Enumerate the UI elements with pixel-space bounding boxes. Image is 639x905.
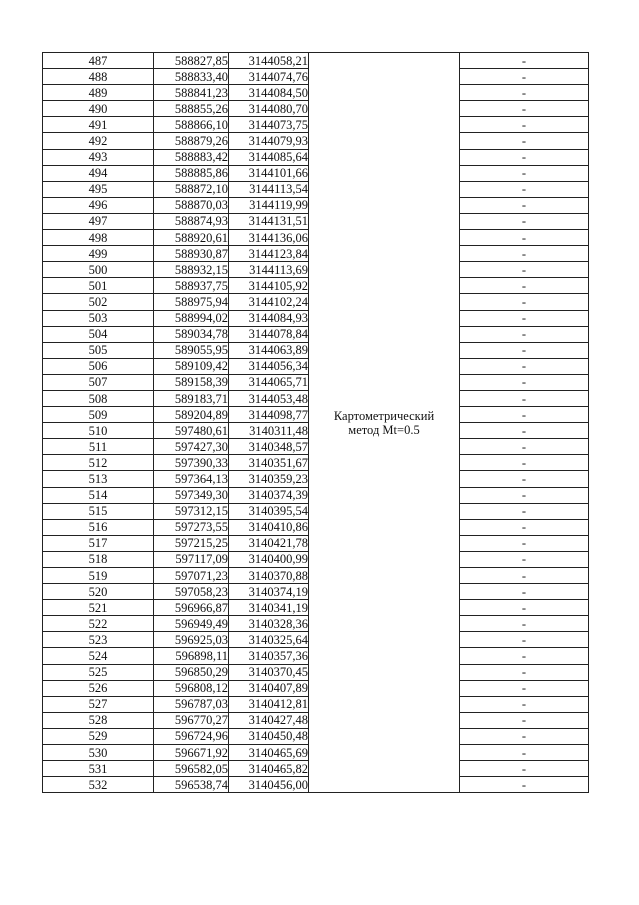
x-coordinate-cell: 589204,89: [154, 407, 229, 423]
y-coordinate-cell: 3144053,48: [229, 390, 309, 406]
point-number-cell: 496: [43, 197, 154, 213]
point-number-cell: 510: [43, 423, 154, 439]
y-coordinate-cell: 3144113,69: [229, 262, 309, 278]
y-coordinate-cell: 3144065,71: [229, 374, 309, 390]
x-coordinate-cell: 597349,30: [154, 487, 229, 503]
note-cell: -: [460, 423, 589, 439]
x-coordinate-cell: 588932,15: [154, 262, 229, 278]
y-coordinate-cell: 3144098,77: [229, 407, 309, 423]
x-coordinate-cell: 596949,49: [154, 616, 229, 632]
x-coordinate-cell: 588841,23: [154, 85, 229, 101]
table-row: [43, 53, 589, 69]
x-coordinate-cell: 588930,87: [154, 246, 229, 262]
note-cell: -: [460, 358, 589, 374]
x-coordinate-cell: 588870,03: [154, 197, 229, 213]
note-cell: -: [460, 616, 589, 632]
y-coordinate-cell: 3140374,39: [229, 487, 309, 503]
point-number-cell: 532: [43, 777, 154, 793]
y-coordinate-cell: 3144102,24: [229, 294, 309, 310]
note-cell: -: [460, 696, 589, 712]
note-cell: -: [460, 294, 589, 310]
method-text-line: Картометрический: [333, 408, 435, 423]
x-coordinate-cell: 596925,03: [154, 632, 229, 648]
y-coordinate-cell: 3140407,89: [229, 680, 309, 696]
y-coordinate-cell: 3140351,67: [229, 455, 309, 471]
point-number-cell: 526: [43, 680, 154, 696]
note-cell: -: [460, 407, 589, 423]
note-cell: -: [460, 680, 589, 696]
y-coordinate-cell: 3144105,92: [229, 278, 309, 294]
x-coordinate-cell: 588874,93: [154, 213, 229, 229]
y-coordinate-cell: 3144063,89: [229, 342, 309, 358]
y-coordinate-cell: 3140328,36: [229, 616, 309, 632]
x-coordinate-cell: 596770,27: [154, 712, 229, 728]
point-number-cell: 495: [43, 181, 154, 197]
note-cell: -: [460, 149, 589, 165]
note-cell: -: [460, 664, 589, 680]
x-coordinate-cell: 596724,96: [154, 728, 229, 744]
note-cell: -: [460, 777, 589, 793]
point-number-cell: 500: [43, 262, 154, 278]
point-number-cell: 514: [43, 487, 154, 503]
x-coordinate-cell: 597312,15: [154, 503, 229, 519]
x-coordinate-cell: 588883,42: [154, 149, 229, 165]
x-coordinate-cell: 588920,61: [154, 230, 229, 246]
point-number-cell: 529: [43, 728, 154, 744]
x-coordinate-cell: 596671,92: [154, 745, 229, 761]
note-cell: -: [460, 487, 589, 503]
note-cell: -: [460, 519, 589, 535]
x-coordinate-cell: 588833,40: [154, 69, 229, 85]
y-coordinate-cell: 3144119,99: [229, 197, 309, 213]
x-coordinate-cell: 596538,74: [154, 777, 229, 793]
y-coordinate-cell: 3140421,78: [229, 535, 309, 551]
x-coordinate-cell: 588994,02: [154, 310, 229, 326]
point-number-cell: 489: [43, 85, 154, 101]
x-coordinate-cell: 597058,23: [154, 584, 229, 600]
y-coordinate-cell: 3140412,81: [229, 696, 309, 712]
note-cell: -: [460, 101, 589, 117]
y-coordinate-cell: 3144113,54: [229, 181, 309, 197]
note-cell: -: [460, 568, 589, 584]
point-number-cell: 498: [43, 230, 154, 246]
y-coordinate-cell: 3144136,06: [229, 230, 309, 246]
point-number-cell: 504: [43, 326, 154, 342]
point-number-cell: 491: [43, 117, 154, 133]
note-cell: -: [460, 165, 589, 181]
note-cell: -: [460, 197, 589, 213]
y-coordinate-cell: 3144123,84: [229, 246, 309, 262]
x-coordinate-cell: 597215,25: [154, 535, 229, 551]
note-cell: -: [460, 455, 589, 471]
point-number-cell: 501: [43, 278, 154, 294]
note-cell: -: [460, 584, 589, 600]
note-cell: -: [460, 648, 589, 664]
note-cell: -: [460, 374, 589, 390]
point-number-cell: 492: [43, 133, 154, 149]
x-coordinate-cell: 589158,39: [154, 374, 229, 390]
point-number-cell: 509: [43, 407, 154, 423]
y-coordinate-cell: 3140456,00: [229, 777, 309, 793]
y-coordinate-cell: 3140359,23: [229, 471, 309, 487]
point-number-cell: 507: [43, 374, 154, 390]
y-coordinate-cell: 3144084,93: [229, 310, 309, 326]
note-cell: -: [460, 117, 589, 133]
point-number-cell: 525: [43, 664, 154, 680]
x-coordinate-cell: 596582,05: [154, 761, 229, 777]
point-number-cell: 524: [43, 648, 154, 664]
x-coordinate-cell: 597273,55: [154, 519, 229, 535]
x-coordinate-cell: 589183,71: [154, 390, 229, 406]
point-number-cell: 508: [43, 390, 154, 406]
x-coordinate-cell: 597390,33: [154, 455, 229, 471]
point-number-cell: 522: [43, 616, 154, 632]
y-coordinate-cell: 3144101,66: [229, 165, 309, 181]
point-number-cell: 519: [43, 568, 154, 584]
y-coordinate-cell: 3140465,69: [229, 745, 309, 761]
y-coordinate-cell: 3144073,75: [229, 117, 309, 133]
point-number-cell: 503: [43, 310, 154, 326]
note-cell: -: [460, 213, 589, 229]
y-coordinate-cell: 3144131,51: [229, 213, 309, 229]
note-cell: -: [460, 471, 589, 487]
y-coordinate-cell: 3144078,84: [229, 326, 309, 342]
x-coordinate-cell: 588937,75: [154, 278, 229, 294]
note-cell: -: [460, 503, 589, 519]
x-coordinate-cell: 596850,29: [154, 664, 229, 680]
note-cell: -: [460, 310, 589, 326]
x-coordinate-cell: 588885,86: [154, 165, 229, 181]
y-coordinate-cell: 3144084,50: [229, 85, 309, 101]
y-coordinate-cell: 3144058,21: [229, 53, 309, 69]
point-number-cell: 530: [43, 745, 154, 761]
point-number-cell: 490: [43, 101, 154, 117]
point-number-cell: 511: [43, 439, 154, 455]
y-coordinate-cell: 3144080,70: [229, 101, 309, 117]
x-coordinate-cell: 588879,26: [154, 133, 229, 149]
y-coordinate-cell: 3144074,76: [229, 69, 309, 85]
y-coordinate-cell: 3140341,19: [229, 600, 309, 616]
coordinates-table: [42, 52, 589, 793]
y-coordinate-cell: 3144085,64: [229, 149, 309, 165]
note-cell: -: [460, 761, 589, 777]
point-number-cell: 523: [43, 632, 154, 648]
note-cell: -: [460, 342, 589, 358]
point-number-cell: 494: [43, 165, 154, 181]
point-number-cell: 502: [43, 294, 154, 310]
y-coordinate-cell: 3140427,48: [229, 712, 309, 728]
note-cell: -: [460, 600, 589, 616]
y-coordinate-cell: 3140450,48: [229, 728, 309, 744]
x-coordinate-cell: 589034,78: [154, 326, 229, 342]
point-number-cell: 512: [43, 455, 154, 471]
y-coordinate-cell: 3140357,36: [229, 648, 309, 664]
note-cell: -: [460, 133, 589, 149]
x-coordinate-cell: 588975,94: [154, 294, 229, 310]
point-number-cell: 497: [43, 213, 154, 229]
point-number-cell: 518: [43, 551, 154, 567]
x-coordinate-cell: 588866,10: [154, 117, 229, 133]
y-coordinate-cell: 3140395,54: [229, 503, 309, 519]
point-number-cell: 506: [43, 358, 154, 374]
point-number-cell: 487: [43, 53, 154, 69]
y-coordinate-cell: 3140325,64: [229, 632, 309, 648]
x-coordinate-cell: 589109,42: [154, 358, 229, 374]
x-coordinate-cell: 596787,03: [154, 696, 229, 712]
note-cell: -: [460, 246, 589, 262]
y-coordinate-cell: 3140311,48: [229, 423, 309, 439]
x-coordinate-cell: 588872,10: [154, 181, 229, 197]
x-coordinate-cell: 597364,13: [154, 471, 229, 487]
note-cell: -: [460, 230, 589, 246]
note-cell: -: [460, 262, 589, 278]
note-cell: -: [460, 181, 589, 197]
note-cell: -: [460, 69, 589, 85]
point-number-cell: 515: [43, 503, 154, 519]
y-coordinate-cell: 3144079,93: [229, 133, 309, 149]
note-cell: -: [460, 745, 589, 761]
x-coordinate-cell: 588855,26: [154, 101, 229, 117]
y-coordinate-cell: 3140370,45: [229, 664, 309, 680]
method-text-line: метод Mt=0.5: [348, 422, 420, 437]
method-cell: [309, 53, 460, 793]
y-coordinate-cell: 3140400,99: [229, 551, 309, 567]
point-number-cell: 493: [43, 149, 154, 165]
point-number-cell: 488: [43, 69, 154, 85]
x-coordinate-cell: 596808,12: [154, 680, 229, 696]
x-coordinate-cell: 597117,09: [154, 551, 229, 567]
note-cell: -: [460, 632, 589, 648]
x-coordinate-cell: 597071,23: [154, 568, 229, 584]
note-cell: -: [460, 712, 589, 728]
point-number-cell: 527: [43, 696, 154, 712]
note-cell: -: [460, 326, 589, 342]
x-coordinate-cell: 588827,85: [154, 53, 229, 69]
note-cell: -: [460, 278, 589, 294]
note-cell: -: [460, 53, 589, 69]
point-number-cell: 521: [43, 600, 154, 616]
y-coordinate-cell: 3140410,86: [229, 519, 309, 535]
note-cell: -: [460, 728, 589, 744]
y-coordinate-cell: 3144056,34: [229, 358, 309, 374]
point-number-cell: 513: [43, 471, 154, 487]
x-coordinate-cell: 597427,30: [154, 439, 229, 455]
note-cell: -: [460, 85, 589, 101]
x-coordinate-cell: 596966,87: [154, 600, 229, 616]
point-number-cell: 520: [43, 584, 154, 600]
coordinates-table-body: [43, 53, 589, 793]
point-number-cell: 505: [43, 342, 154, 358]
y-coordinate-cell: 3140370,88: [229, 568, 309, 584]
point-number-cell: 517: [43, 535, 154, 551]
point-number-cell: 531: [43, 761, 154, 777]
point-number-cell: 499: [43, 246, 154, 262]
x-coordinate-cell: 596898,11: [154, 648, 229, 664]
x-coordinate-cell: 597480,61: [154, 423, 229, 439]
point-number-cell: 528: [43, 712, 154, 728]
y-coordinate-cell: 3140374,19: [229, 584, 309, 600]
note-cell: -: [460, 439, 589, 455]
x-coordinate-cell: 589055,95: [154, 342, 229, 358]
y-coordinate-cell: 3140348,57: [229, 439, 309, 455]
note-cell: -: [460, 535, 589, 551]
y-coordinate-cell: 3140465,82: [229, 761, 309, 777]
note-cell: -: [460, 390, 589, 406]
note-cell: -: [460, 551, 589, 567]
point-number-cell: 516: [43, 519, 154, 535]
